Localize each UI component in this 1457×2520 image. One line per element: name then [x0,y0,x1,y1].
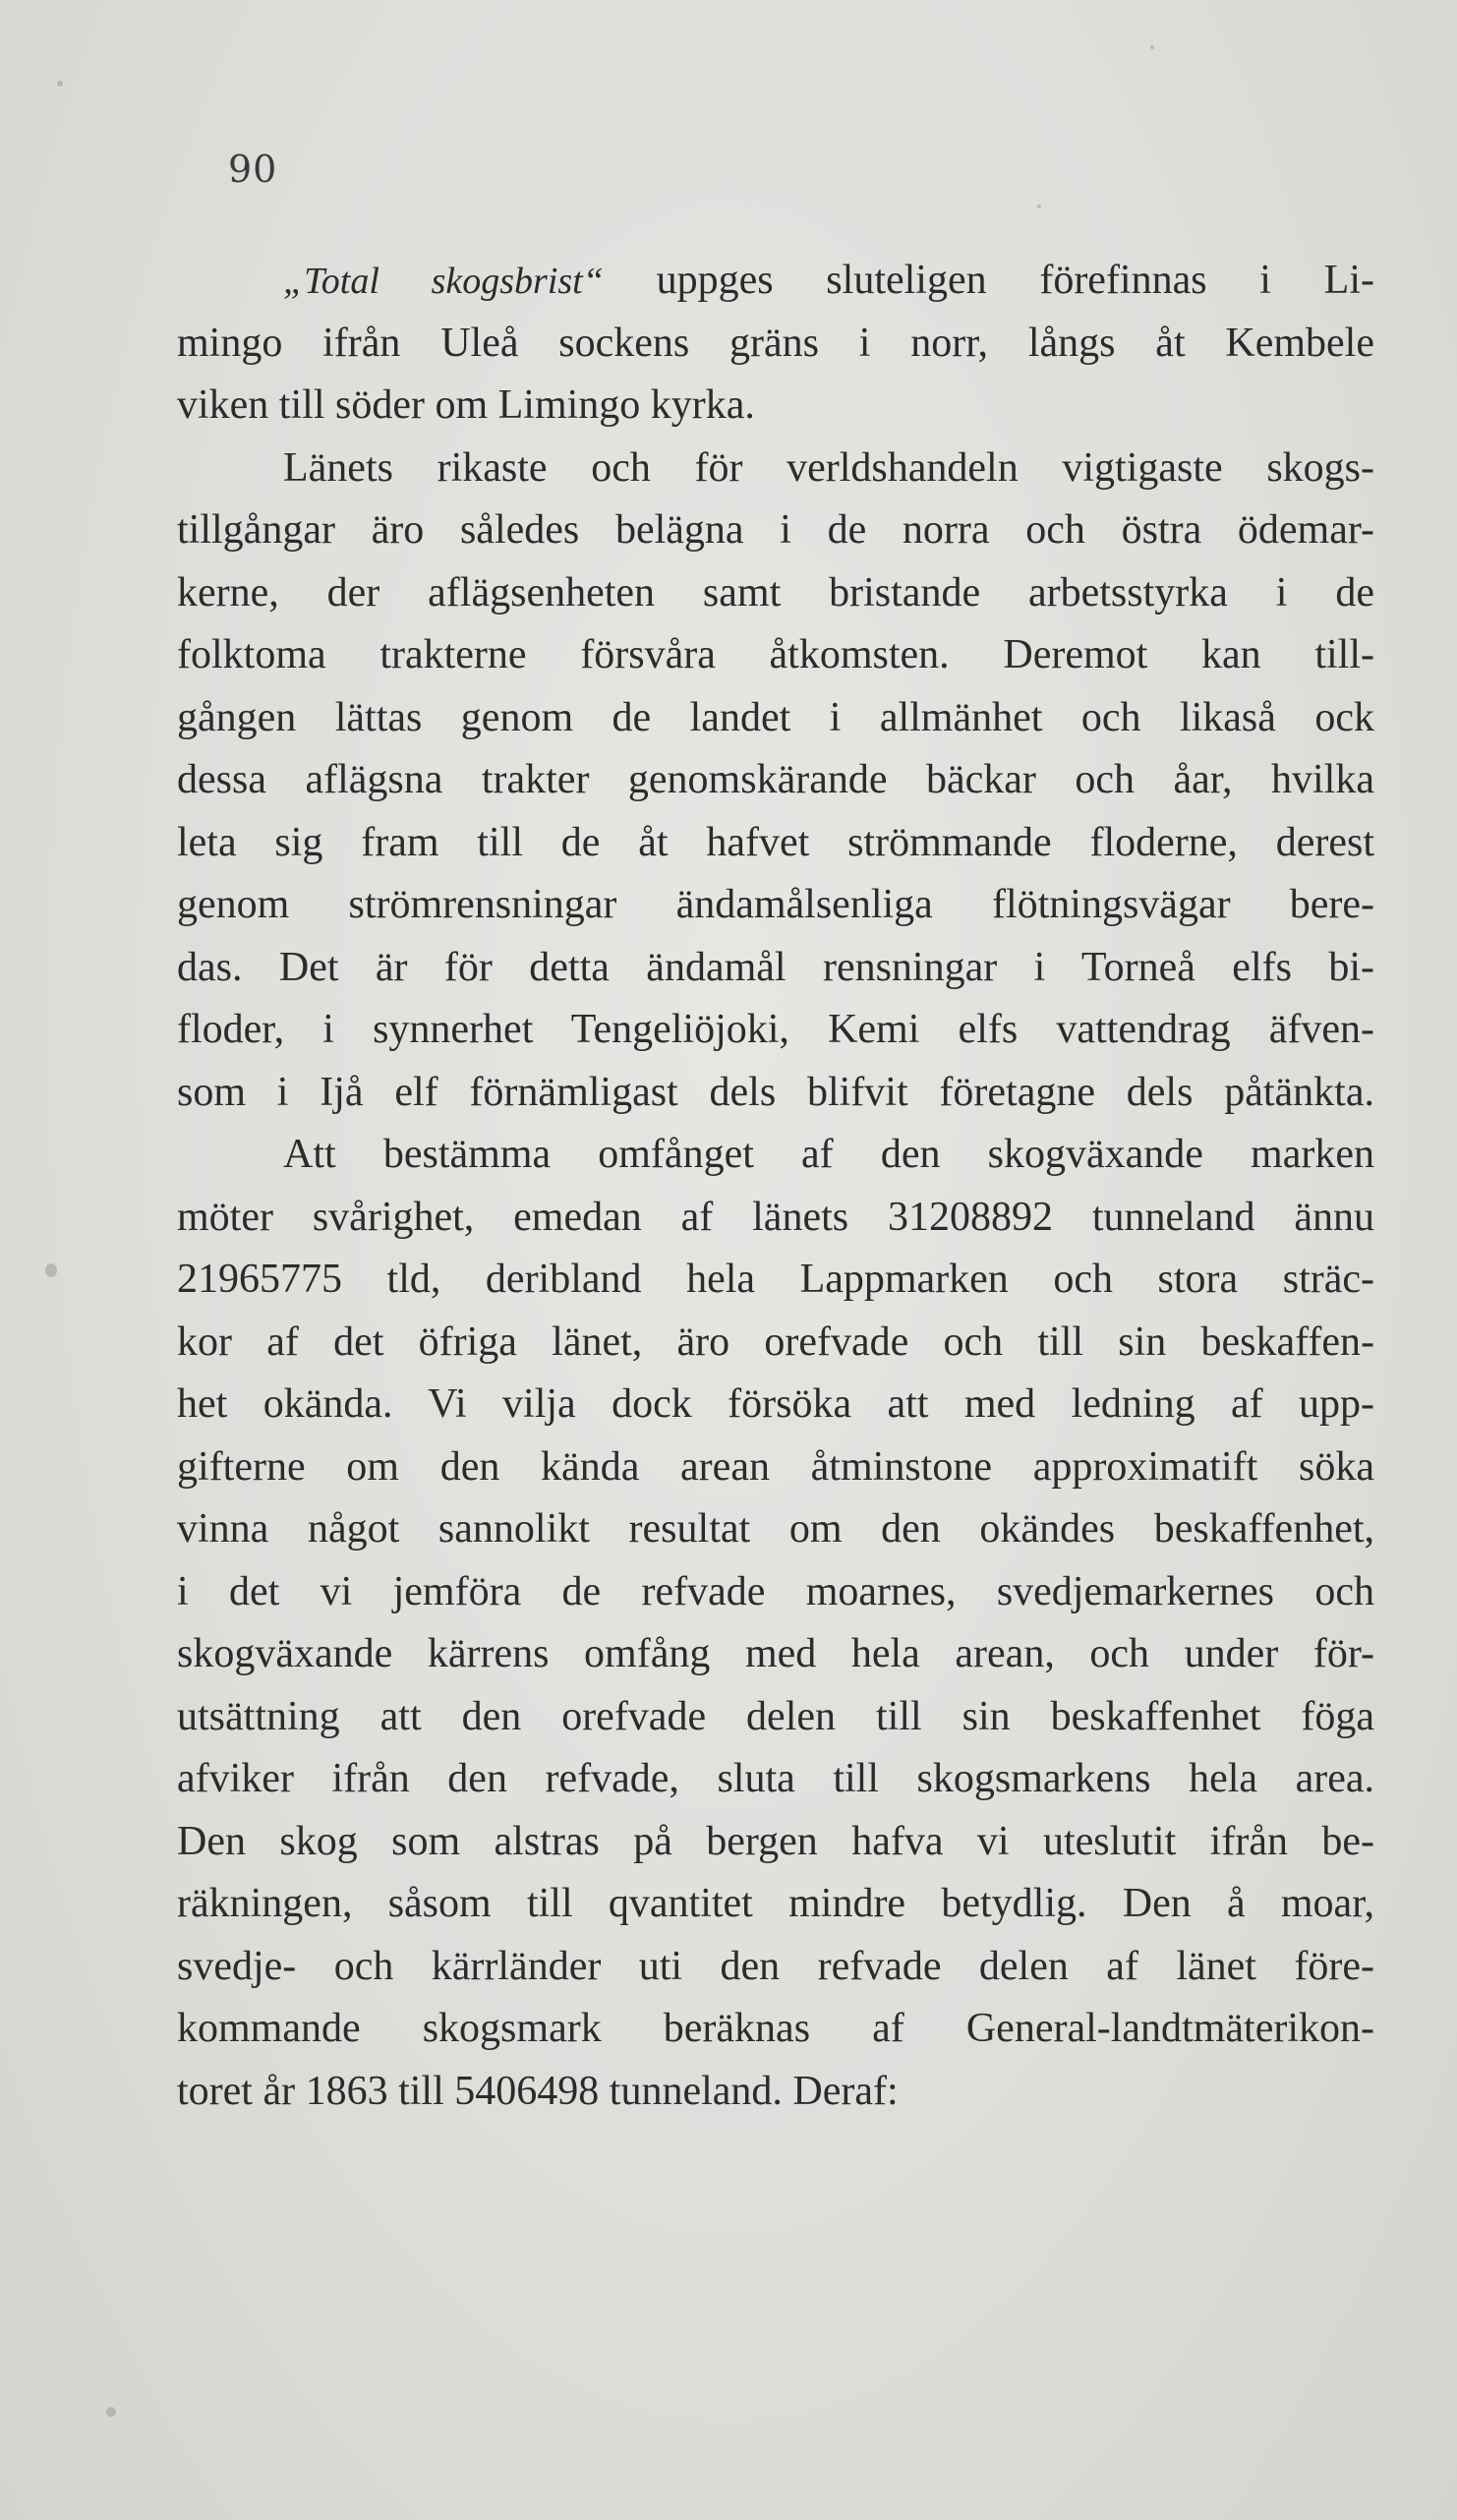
text-line: leta sig fram till de åt hafvet strömmande floderne, derest [177,819,1374,865]
text-line: vinna något sannolikt resultat om den okändes beskaffenhet, [177,1506,1374,1552]
paper-speck [1037,205,1041,208]
paper-speck [1150,45,1154,49]
text-line: i det vi jemföra de refvade moarnes, svedjemarkernes och [177,1568,1374,1614]
text-line: gången lättas genom de landet i allmänhet och likaså ock [177,694,1374,740]
text-line: skogväxande kärrens omfång med hela arean, och under för- [177,1631,1374,1676]
text-line: kommande skogsmark beräknas af General-landtmäterikon- [177,2006,1374,2051]
text-line: räkningen, såsom till qvantitet mindre betydlig. Den å moar, [177,1881,1374,1926]
body-text [177,250,1374,2123]
text-line: floder, i synnerhet Tengeliöjoki, Kemi elfs vattendrag äfven- [177,1007,1374,1052]
text-line: dessa aflägsna trakter genomskärande bäckar och åar, hvilka [177,757,1374,802]
emphasized-term: „Total skogsbrist“ [283,261,604,302]
text-line: genom strömrensningar ändamålsenliga flötningsvägar bere- [177,882,1374,927]
text-line: toret år 1863 till 5406498 tunneland. Deraf: [177,2068,899,2114]
text-line: „Total skogsbrist“ uppges sluteligen förefinnas i Li- [283,258,1374,303]
text-line: folktoma trakterne försvåra åtkomsten. Deremot kan till- [177,632,1374,677]
text-line: svedje- och kärrländer uti den refvade delen af länet före- [177,1943,1374,1989]
text-line: mingo ifrån Uleå sockens gräns i norr, långs åt Kembele [177,320,1374,366]
text-line: Länets rikaste och för verldshandeln vigtigaste skogs- [283,444,1374,491]
text-line: tillgångar äro således belägna i de norra och östra ödemar- [177,507,1374,553]
text-line: kerne, der aflägsenheten samt bristande arbetsstyrka i de [177,569,1374,615]
text-line: kor af det öfriga länet, äro orefvade och till sin beskaffen- [177,1319,1374,1365]
text-line: afviker ifrån den refvade, sluta till skogsmarkens hela area. [177,1756,1374,1801]
text-line: gifterne om den kända arean åtminstone approximatift söka [177,1443,1374,1490]
page-number: 90 [228,147,278,191]
text-line: het okända. Vi vilja dock försöka att med ledning af upp- [177,1381,1374,1427]
text-line: som i Ijå elf förnämligast dels blifvit företagne dels påtänkta. [177,1069,1374,1115]
paper-speck [45,1263,57,1277]
text-line: Den skog som alstras på bergen hafva vi uteslutit ifrån be- [177,1818,1374,1864]
paper-speck [57,81,63,87]
text-line: viken till söder om Limingo kyrka. [177,382,755,428]
text-line: Att bestämma omfånget af den skogväxande marken [283,1132,1374,1177]
text-line: das. Det är för detta ändamål rensningar i Torneå elfs bi- [177,944,1374,990]
paper-speck [106,2407,116,2417]
text-line: 21965775 tld, deribland hela Lappmarken och stora sträc- [177,1257,1374,1302]
text-line: utsättning att den orefvade delen till sin beskaffenhet föga [177,1693,1374,1739]
text-line: möter svårighet, emedan af länets 31208892 tunneland ännu [177,1194,1374,1240]
